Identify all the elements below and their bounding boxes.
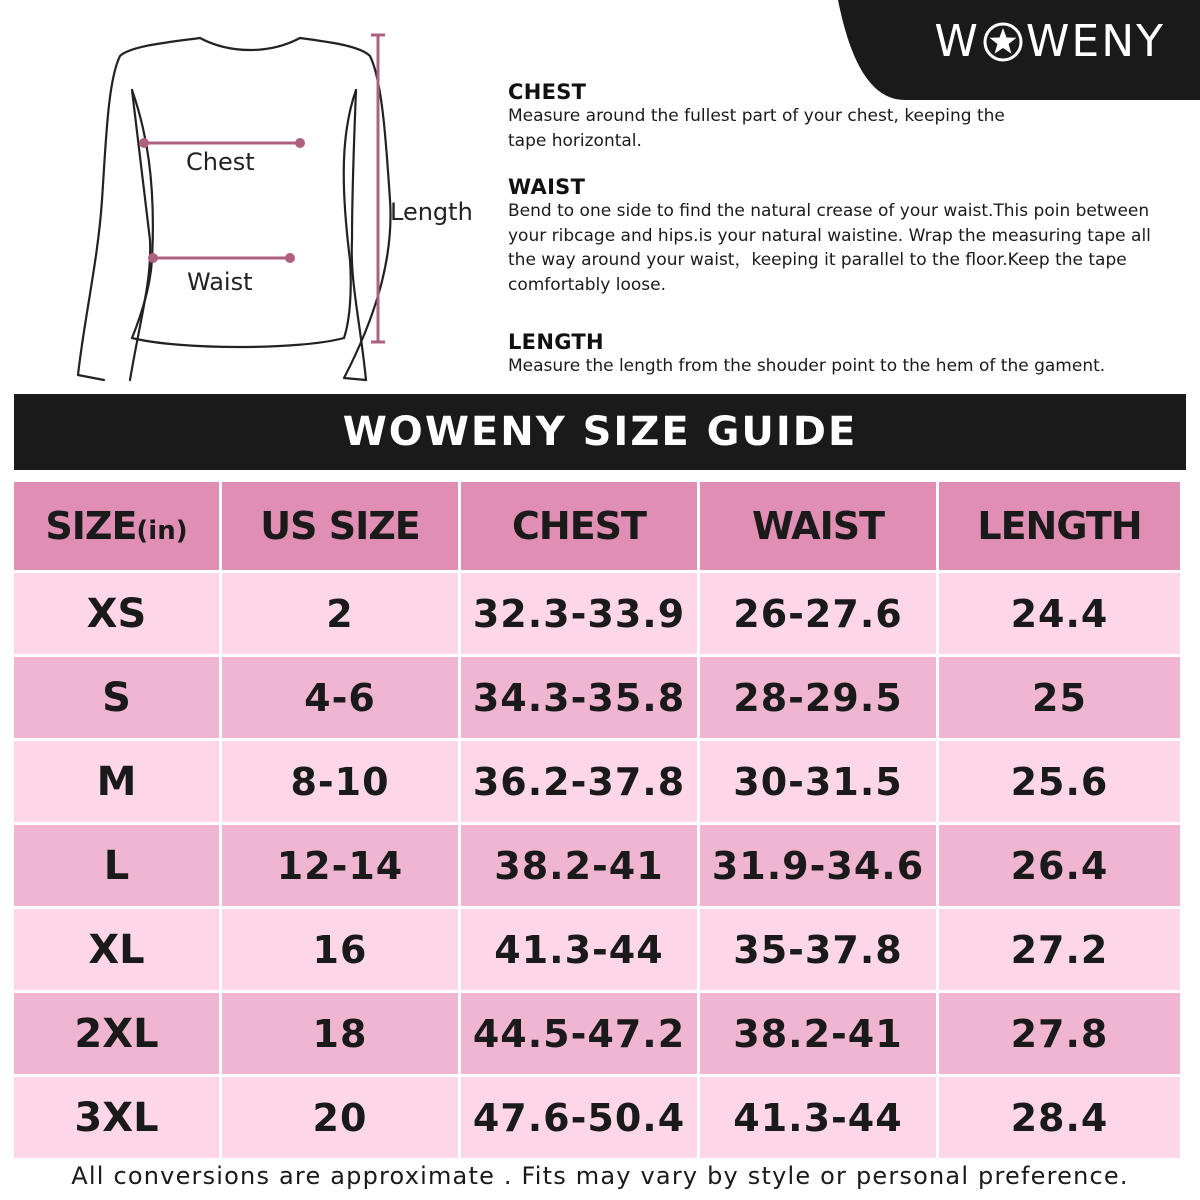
star-in-circle-icon xyxy=(982,21,1024,63)
footnote: All conversions are approximate . Fits may vary by style or personal preference. xyxy=(71,1162,1129,1190)
cell-us-size: 18 xyxy=(222,993,458,1074)
table-row xyxy=(14,657,1180,738)
cell-size: XL xyxy=(14,909,219,990)
chest-description: Measure around the fullest part of your chest, keeping the tape horizontal. xyxy=(508,106,1005,151)
shirt-diagram xyxy=(60,20,500,390)
cell-length: 25 xyxy=(939,657,1180,738)
header-length: LENGTH xyxy=(939,482,1180,570)
cell-chest: 41.3-44 xyxy=(461,909,697,990)
cell-waist: 31.9-34.6 xyxy=(700,825,936,906)
table-row xyxy=(14,1077,1180,1158)
cell-length: 27.2 xyxy=(939,909,1180,990)
cell-waist: 35-37.8 xyxy=(700,909,936,990)
header-us-size: US SIZE xyxy=(222,482,458,570)
length-instructions xyxy=(508,330,1178,379)
cell-size: L xyxy=(14,825,219,906)
table-header-row xyxy=(14,482,1180,570)
cell-us-size: 12-14 xyxy=(222,825,458,906)
size-table xyxy=(11,479,1183,1161)
table-body xyxy=(14,573,1180,1158)
table-row xyxy=(14,993,1180,1074)
header-size-unit: (in) xyxy=(136,516,188,546)
cell-us-size: 20 xyxy=(222,1077,458,1158)
brand-name-left: W xyxy=(934,16,980,67)
cell-length: 24.4 xyxy=(939,573,1180,654)
header-size xyxy=(14,482,219,570)
table-row xyxy=(14,825,1180,906)
cell-length: 27.8 xyxy=(939,993,1180,1074)
cell-size: M xyxy=(14,741,219,822)
brand-logo xyxy=(934,16,1165,67)
cell-waist: 26-27.6 xyxy=(700,573,936,654)
cell-length: 28.4 xyxy=(939,1077,1180,1158)
table-row xyxy=(14,573,1180,654)
chest-instructions xyxy=(508,80,1178,153)
cell-chest: 44.5-47.2 xyxy=(461,993,697,1074)
size-guide-title-bar xyxy=(14,394,1186,470)
cell-chest: 34.3-35.8 xyxy=(461,657,697,738)
waist-label: Waist xyxy=(187,268,253,296)
header-waist: WAIST xyxy=(700,482,936,570)
cell-waist: 28-29.5 xyxy=(700,657,936,738)
cell-us-size: 16 xyxy=(222,909,458,990)
cell-chest: 47.6-50.4 xyxy=(461,1077,697,1158)
waist-description: Bend to one side to find the natural crease of your waist.This poin between your ribcage and hips.is your natural waistine. Wrap the measuring tape all the way around your waist，keeping it parallel to the floor.Keep the tape comfortably loose. xyxy=(508,201,1151,295)
size-guide-title: WOWENY SIZE GUIDE xyxy=(342,409,858,455)
cell-size: S xyxy=(14,657,219,738)
cell-us-size: 4-6 xyxy=(222,657,458,738)
brand-name-right: WENY xyxy=(1025,16,1165,67)
cell-chest: 38.2-41 xyxy=(461,825,697,906)
header-size-label: SIZE xyxy=(45,504,137,548)
waist-instructions xyxy=(508,175,1178,297)
cell-size: 2XL xyxy=(14,993,219,1074)
cell-waist: 41.3-44 xyxy=(700,1077,936,1158)
cell-length: 26.4 xyxy=(939,825,1180,906)
cell-waist: 30-31.5 xyxy=(700,741,936,822)
cell-chest: 36.2-37.8 xyxy=(461,741,697,822)
chest-label: Chest xyxy=(186,148,255,176)
cell-us-size: 8-10 xyxy=(222,741,458,822)
chest-heading: CHEST xyxy=(508,80,587,104)
length-label: Length xyxy=(390,198,473,226)
cell-us-size: 2 xyxy=(222,573,458,654)
cell-chest: 32.3-33.9 xyxy=(461,573,697,654)
cell-size: 3XL xyxy=(14,1077,219,1158)
cell-size: XS xyxy=(14,573,219,654)
cell-waist: 38.2-41 xyxy=(700,993,936,1074)
table-row xyxy=(14,909,1180,990)
cell-length: 25.6 xyxy=(939,741,1180,822)
table-row xyxy=(14,741,1180,822)
waist-heading: WAIST xyxy=(508,175,586,199)
length-heading: LENGTH xyxy=(508,330,604,354)
header-chest: CHEST xyxy=(461,482,697,570)
length-description: Measure the length from the shouder point to the hem of the gament. xyxy=(508,356,1106,376)
